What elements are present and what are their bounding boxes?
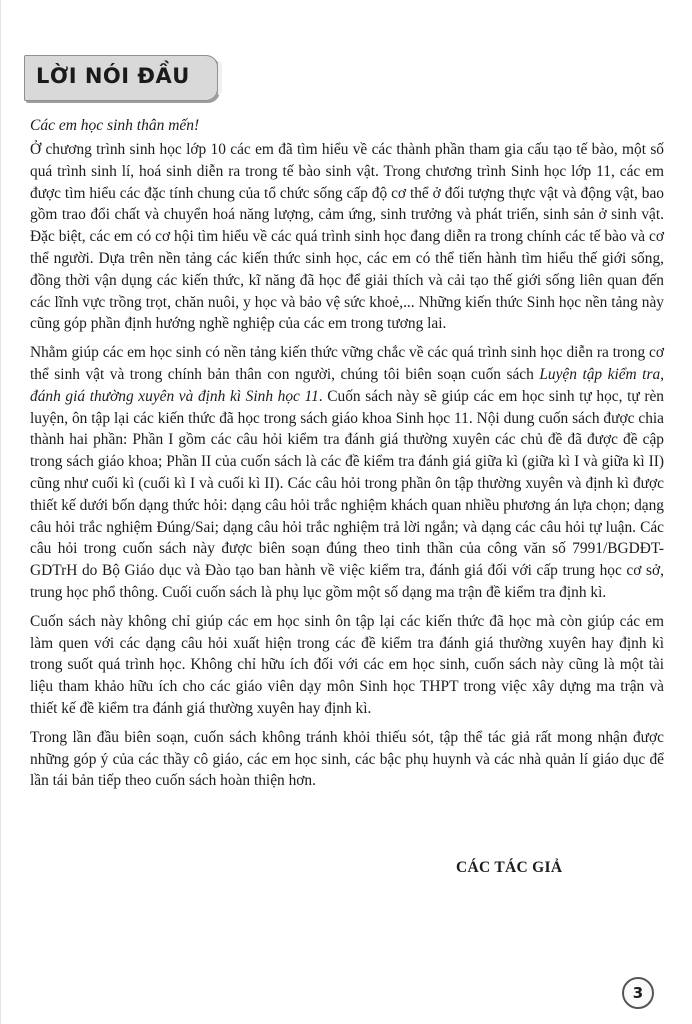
signature: CÁC TÁC GIẢ — [456, 859, 563, 876]
page-number: 3 — [632, 984, 644, 1002]
title-banner — [24, 55, 218, 101]
paragraph-1: Ở chương trình sinh học lớp 10 các em đã tìm hiểu về các thành phần tham gia cấu tạo tế bào, một số quá trình sinh lí, hoá sinh diễn ra trong tế bào sinh vật. Trong chương trình Sinh học lớp 11, các em được tìm hiểu các đặc tính chung của tổ chức sống cấp độ cơ thể ở đối tượng thực vật và động vật, bao gồm trao đổi chất và chuyển hoá năng lượng, cảm ứng, sinh trưởng và phát triển, sinh sản ở sinh vật. Đặc biệt, các em có cơ hội tìm hiểu về các quá trình sinh học đang diễn ra trong chính các tế bào và cơ thể người. Dựa trên nền tảng các kiến thức sinh học, các em có thể tiến hành tìm hiểu thế giới sống, đồng thời vận dụng các kiến thức, kĩ năng đã học để giải thích và cải tạo thế giới sống liên quan đến các lĩnh vực trồng trọt, chăn nuôi, y học và bảo vệ sức khoẻ,... Những kiến thức Sinh học nền tảng này cũng góp phần định hướng nghề nghiệp của các em trong tương lai. — [30, 141, 664, 333]
paragraph-2-rest: . Cuốn sách này sẽ giúp các em học sinh tự học, tự rèn luyện, ôn tập lại các kiến thức đã học trong sách giáo khoa Sinh học 11. Nội dung cuốn sách được chia thành hai phần: Phần I gồm các câu hỏi kiểm tra đánh giá thường xuyên các chủ đề đã được đề cập trong sách giáo khoa; Phần II của cuốn sách là các đề kiểm tra đánh giá giữa kì (giữa kì I và giữa kì II) cũng như cuối kì (cuối kì I và cuối kì II). Các câu hỏi trong phần ôn tập thường xuyên và định kì được thiết kế dưới bốn dạng thức hỏi: dạng câu hỏi trắc nghiệm khách quan nhiều phương án lựa chọn; dạng câu hỏi trắc nghiệm Đúng/Sai; dạng câu hỏi trắc nghiệm trả lời ngắn; và dạng các câu hỏi tự luận. Các câu hỏi trong cuốn sách này được biên soạn đúng theo tinh thần của công văn số 7991/BGDĐT-GDTrH do Bộ Giáo dục và Đào tạo ban hành về việc kiểm tra, đánh giá đối với cấp trung học cơ sở, trung học phổ thông. Cuối cuốn sách là phụ lục gồm một số dạng ma trận đề kiểm tra định kì. — [30, 387, 664, 601]
paragraph-4: Trong lần đầu biên soạn, cuốn sách không tránh khỏi thiếu sót, tập thể tác giả rất mong nhận được những góp ý của các thầy cô giáo, các em học sinh, các bậc phụ huynh và các nhà quản lí giáo dục để lần tái bản tiếp theo cuốn sách hoàn thiện hơn. — [30, 728, 664, 790]
paragraph-2 — [30, 342, 664, 604]
greeting: Các em học sinh thân mến! — [30, 117, 200, 134]
paragraph-3: Cuốn sách này không chỉ giúp các em học sinh ôn tập lại các kiến thức đã học mà còn giúp các em làm quen với các dạng câu hỏi xuất hiện trong các đề kiểm tra đánh giá thường xuyên hay định kì trong suốt quá trình học. Không chỉ hữu ích đối với các em học sinh, cuốn sách này cũng là một tài liệu tham khảo hữu ích cho các giáo viên dạy môn Sinh học THPT trong việc xây dựng ma trận và thiết kế đề kiểm tra đánh giá thường xuyên hay định kì. — [30, 612, 664, 717]
page-number-badge — [622, 977, 654, 1009]
book-title: Luyện tập kiểm tra, đánh giá thường xuyên và định kì Sinh học 11 — [30, 365, 664, 405]
page-title: LỜI NÓI ĐẦU — [36, 64, 190, 88]
paragraph-2-intro: Nhằm giúp các em học sinh có nền tảng kiến thức vững chắc về các quá trình sinh học diễn ra trong cơ thể sinh vật và trong chính bản thân con người, chúng tôi biên soạn cuốn sách — [30, 344, 664, 383]
body-text — [30, 139, 664, 799]
